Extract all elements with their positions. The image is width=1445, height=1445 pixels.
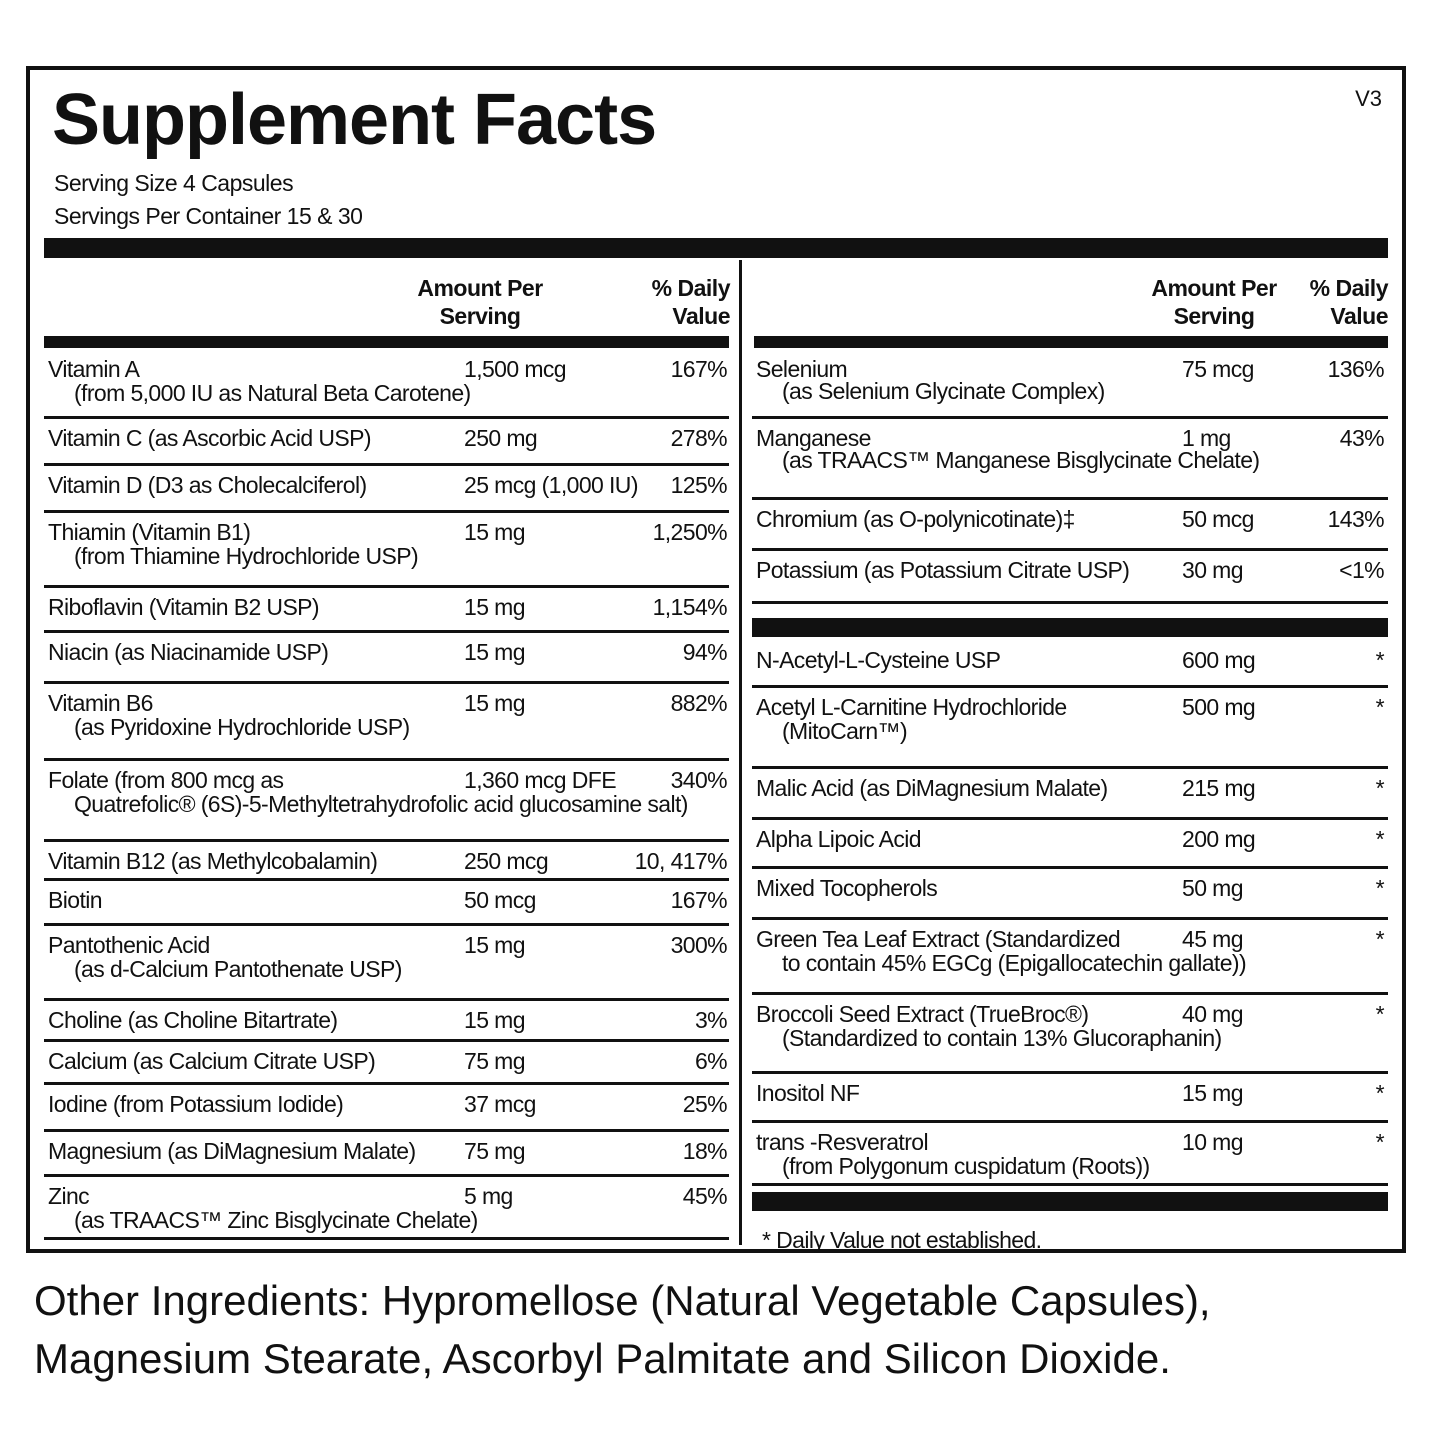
nutrient-name: Vitamin B12 (as Methylcobalamin) [48, 848, 378, 874]
nutrient-amount: 30 mg [1182, 557, 1243, 583]
nutrient-row [752, 688, 1388, 769]
nutrient-row [44, 588, 729, 633]
nutrient-daily-value: 167% [670, 887, 727, 913]
nutrient-daily-value: <1% [1339, 557, 1384, 583]
panel-title: Supplement Facts [52, 80, 657, 160]
nutrient-amount: 1,500 mcg [464, 356, 566, 382]
nutrient-daily-value: 18% [682, 1138, 727, 1164]
nutrient-row [44, 419, 729, 466]
nutrient-name: Folate (from 800 mcg as [48, 767, 284, 793]
left-header-rule [44, 336, 729, 348]
nutrient-daily-value: 3% [694, 1007, 727, 1033]
nutrient-daily-value: * [1375, 875, 1384, 901]
left-nutrient-column [44, 350, 729, 1240]
nutrient-row [44, 881, 729, 926]
nutrient-name: Pantothenic Acid [48, 932, 210, 958]
nutrient-daily-value: * [1375, 826, 1384, 852]
nutrient-daily-value: * [1375, 1080, 1384, 1106]
nutrient-name: Manganese [756, 425, 871, 451]
nutrient-row [752, 920, 1388, 995]
top-rule [44, 238, 1388, 258]
nutrient-row [752, 769, 1388, 820]
nutrient-daily-value: 278% [670, 425, 727, 451]
nutrient-amount: 15 mg [464, 1007, 525, 1033]
right-amount-header: Amount Per Serving [1151, 275, 1277, 329]
nutrient-name: Magnesium (as DiMagnesium Malate) [48, 1138, 416, 1164]
nutrient-row [752, 995, 1388, 1074]
nutrient-amount: 75 mg [464, 1048, 525, 1074]
nutrient-row [752, 1123, 1388, 1186]
nutrient-daily-value: * [1375, 1129, 1384, 1155]
nutrient-row [44, 350, 729, 419]
nutrient-name: Iodine (from Potassium Iodide) [48, 1091, 344, 1117]
nutrient-row [44, 1001, 729, 1042]
nutrient-row [44, 926, 729, 1001]
nutrient-row [44, 1132, 729, 1177]
nutrient-source: (as TRAACS™ Manganese Bisglycinate Chelate) [782, 447, 1260, 473]
nutrient-amount: 1 mg [1182, 425, 1231, 451]
nutrient-source: to contain 45% EGCg (Epigallocatechin gallate)) [782, 950, 1247, 976]
nutrient-daily-value: 6% [694, 1048, 727, 1074]
nutrient-daily-value: 1,154% [652, 594, 727, 620]
nutrient-amount: 50 mcg [1182, 506, 1254, 532]
nutrient-daily-value: * [1375, 647, 1384, 673]
right-bottom-group [752, 641, 1388, 1186]
nutrient-daily-value: 94% [682, 639, 727, 665]
nutrient-name: Thiamin (Vitamin B1) [48, 519, 251, 545]
nutrient-name: trans -Resveratrol [756, 1129, 928, 1155]
servings-per-container: Servings Per Container 15 & 30 [54, 203, 363, 229]
right-top-group [752, 350, 1388, 604]
nutrient-source: (from 5,000 IU as Natural Beta Carotene) [74, 380, 471, 406]
nutrient-source: (as Selenium Glycinate Complex) [782, 378, 1105, 404]
right-dv-header: % Daily Value [1309, 275, 1388, 329]
nutrient-source: (Standardized to contain 13% Glucoraphanin) [782, 1025, 1222, 1051]
nutrient-amount: 40 mg [1182, 1001, 1243, 1027]
nutrient-daily-value: 43% [1339, 425, 1384, 451]
nutrient-amount: 50 mcg [464, 887, 536, 913]
nutrient-amount: 15 mg [1182, 1080, 1243, 1106]
nutrient-row [752, 500, 1388, 551]
nutrient-source: (as d-Calcium Pantothenate USP) [74, 956, 402, 982]
nutrient-row [752, 820, 1388, 869]
nutrient-amount: 75 mcg [1182, 356, 1254, 382]
nutrient-daily-value: * [1375, 1001, 1384, 1027]
column-divider [739, 260, 742, 1245]
nutrient-name: Inositol NF [756, 1080, 860, 1106]
nutrient-row [44, 761, 729, 842]
nutrient-name: Chromium (as O-polynicotinate)‡ [756, 506, 1075, 532]
nutrient-row [752, 551, 1388, 604]
nutrient-name: Vitamin A [48, 356, 140, 382]
nutrient-daily-value: 45% [682, 1183, 727, 1209]
nutrient-name: Riboflavin (Vitamin B2 USP) [48, 594, 319, 620]
nutrient-daily-value: 10, 417% [634, 848, 727, 874]
nutrient-name: Potassium (as Potassium Citrate USP) [756, 557, 1130, 583]
nutrient-daily-value: 300% [670, 932, 727, 958]
nutrient-row [44, 633, 729, 684]
nutrient-name: Calcium (as Calcium Citrate USP) [48, 1048, 376, 1074]
nutrient-amount: 25 mcg (1,000 IU) [464, 472, 638, 498]
left-amount-header: Amount Per Serving [417, 275, 543, 329]
nutrient-source: (from Thiamine Hydrochloride USP) [74, 543, 419, 569]
nutrient-amount: 37 mcg [464, 1091, 536, 1117]
nutrient-row [44, 1177, 729, 1240]
nutrient-daily-value: 167% [670, 356, 727, 382]
nutrient-name: Zinc [48, 1183, 90, 1209]
nutrient-amount: 600 mg [1182, 647, 1256, 673]
nutrient-amount: 500 mg [1182, 694, 1256, 720]
nutrient-row [752, 869, 1388, 920]
nutrient-name: Malic Acid (as DiMagnesium Malate) [756, 775, 1108, 801]
nutrient-amount: 5 mg [464, 1183, 513, 1209]
serving-size: Serving Size 4 Capsules [54, 170, 294, 196]
nutrient-amount: 200 mg [1182, 826, 1256, 852]
nutrient-name: Alpha Lipoic Acid [756, 826, 921, 852]
nutrient-amount: 75 mg [464, 1138, 525, 1164]
nutrient-amount: 15 mg [464, 932, 525, 958]
nutrient-source: (MitoCarn™) [782, 718, 908, 744]
nutrient-row [752, 350, 1388, 419]
nutrient-row [44, 842, 729, 881]
nutrient-daily-value: 143% [1327, 506, 1384, 532]
nutrient-row [44, 1042, 729, 1085]
nutrient-amount: 250 mg [464, 425, 538, 451]
middle-rule [752, 618, 1388, 637]
nutrient-daily-value: * [1375, 926, 1384, 952]
nutrient-daily-value: 25% [682, 1091, 727, 1117]
nutrient-daily-value: 340% [670, 767, 727, 793]
nutrient-name: Vitamin D (D3 as Cholecalciferol) [48, 472, 367, 498]
nutrient-row [752, 419, 1388, 500]
nutrient-source: (as TRAACS™ Zinc Bisglycinate Chelate) [74, 1207, 478, 1233]
nutrient-amount: 15 mg [464, 594, 525, 620]
left-dv-header: % Daily Value [651, 275, 730, 329]
nutrient-row [752, 641, 1388, 688]
nutrient-row [44, 1085, 729, 1132]
right-nutrient-column [752, 350, 1388, 1254]
nutrient-daily-value: 136% [1327, 356, 1384, 382]
nutrient-amount: 50 mg [1182, 875, 1243, 901]
nutrient-daily-value: 882% [670, 690, 727, 716]
nutrient-amount: 215 mg [1182, 775, 1256, 801]
nutrient-row [44, 466, 729, 513]
nutrient-row [752, 1074, 1388, 1123]
daily-value-footnote: * Daily Value not established. [762, 1227, 1042, 1253]
nutrient-source: (as Pyridoxine Hydrochloride USP) [74, 714, 410, 740]
right-header-rule [754, 336, 1388, 348]
nutrient-name: Selenium [756, 356, 848, 382]
nutrient-name: N-Acetyl-L-Cysteine USP [756, 647, 1001, 673]
other-ingredients: Other Ingredients: Hypromellose (Natural Vegetable Capsules), Magnesium Stearate, Ascorbyl Palmitate and Silicon Dioxide. [34, 1277, 1211, 1382]
nutrient-row [44, 513, 729, 588]
nutrient-daily-value: * [1375, 694, 1384, 720]
version-code: V3 [1355, 86, 1382, 111]
nutrient-name: Niacin (as Niacinamide USP) [48, 639, 329, 665]
nutrient-daily-value: * [1375, 775, 1384, 801]
nutrient-amount: 10 mg [1182, 1129, 1243, 1155]
nutrient-name: Broccoli Seed Extract (TrueBroc®) [756, 1001, 1089, 1027]
nutrient-name: Mixed Tocopherols [756, 875, 938, 901]
nutrient-daily-value: 1,250% [652, 519, 727, 545]
nutrient-name: Choline (as Choline Bitartrate) [48, 1007, 338, 1033]
nutrient-name: Vitamin B6 [48, 690, 153, 716]
nutrient-row [44, 684, 729, 761]
nutrient-daily-value: 125% [670, 472, 727, 498]
nutrient-amount: 45 mg [1182, 926, 1243, 952]
nutrient-source: (from Polygonum cuspidatum (Roots)) [782, 1153, 1150, 1179]
nutrient-name: Acetyl L-Carnitine Hydrochloride [756, 694, 1067, 720]
nutrient-source: Quatrefolic® (6S)-5-Methyltetrahydrofolic acid glucosamine salt) [74, 791, 688, 817]
nutrient-name: Biotin [48, 887, 102, 913]
nutrient-name: Vitamin C (as Ascorbic Acid USP) [48, 425, 371, 451]
nutrient-amount: 15 mg [464, 690, 525, 716]
nutrient-amount: 250 mcg [464, 848, 549, 874]
nutrient-amount: 15 mg [464, 519, 525, 545]
nutrient-amount: 15 mg [464, 639, 525, 665]
bottom-rule [752, 1192, 1388, 1211]
nutrient-name: Green Tea Leaf Extract (Standardized [756, 926, 1121, 952]
supplement-facts-panel [26, 66, 1406, 1253]
nutrient-amount: 1,360 mcg DFE [464, 767, 616, 793]
